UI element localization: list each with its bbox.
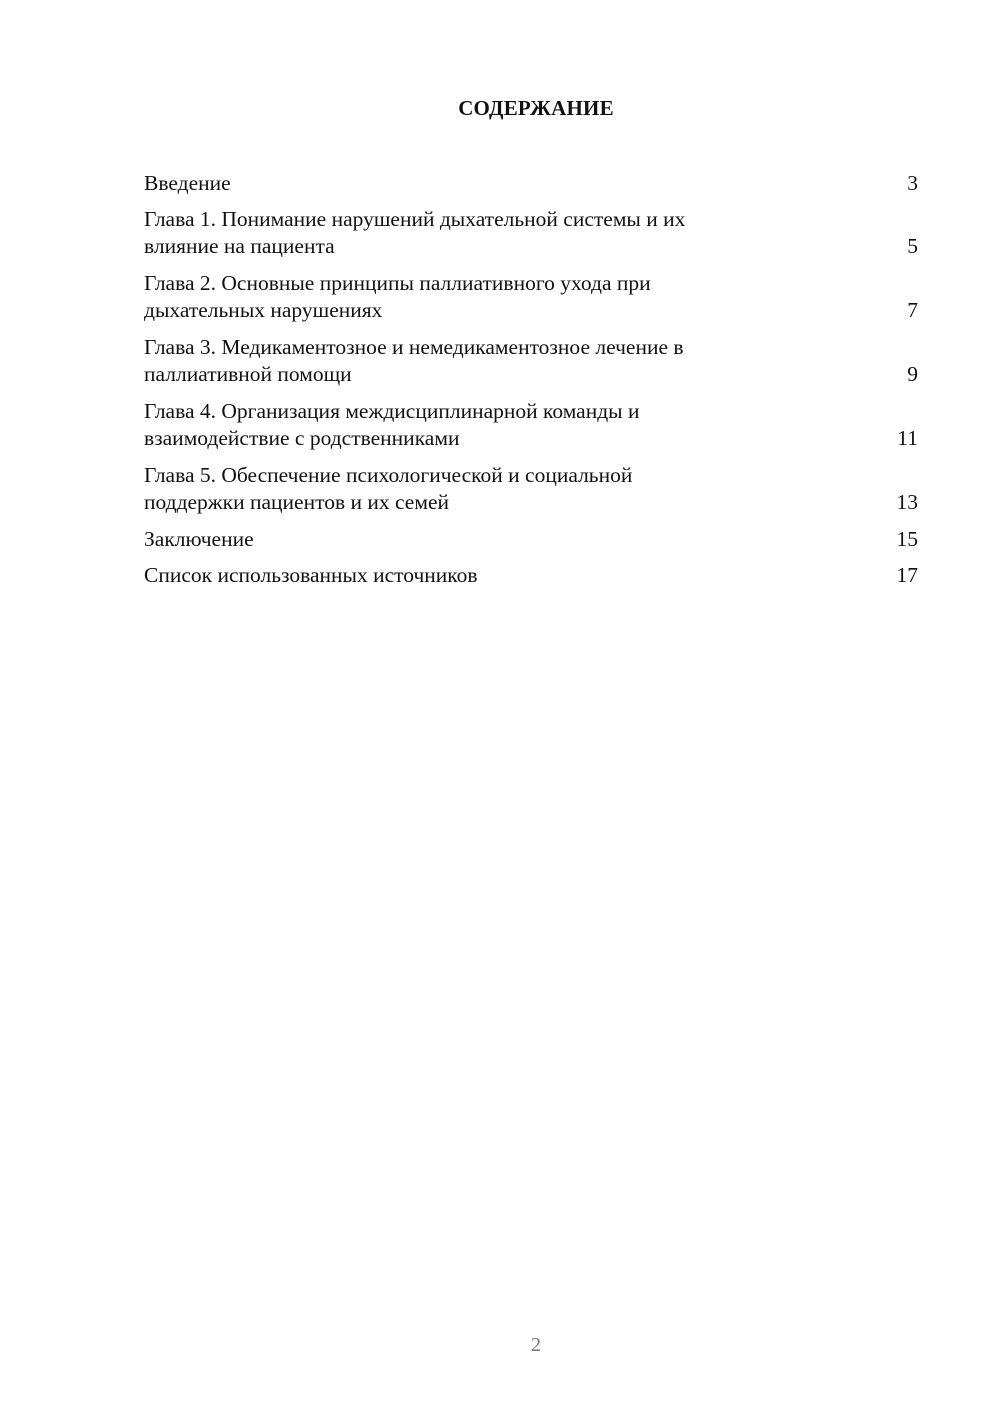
toc-entry-line: поддержки пациентов и их семей (144, 490, 449, 514)
toc-entry-introduction (144, 170, 920, 197)
toc-entry-text (144, 462, 794, 516)
toc-entry-conclusion (144, 526, 920, 553)
toc-page-number: 3 (907, 171, 918, 195)
toc-entry-line: паллиативной помощи (144, 362, 352, 386)
toc-entry-text (144, 526, 794, 553)
toc-page-number: 9 (907, 362, 918, 386)
toc-page-number: 7 (907, 298, 918, 322)
toc-entry-line: влияние на пациента (144, 234, 335, 258)
toc-entry-text (144, 398, 794, 452)
toc-entry-line: Глава 4. Организация междисциплинарной команды и (144, 399, 640, 423)
toc-page-number: 17 (896, 563, 918, 587)
table-of-contents (144, 170, 920, 598)
toc-entry-line: Глава 1. Понимание нарушений дыхательной системы и их (144, 207, 686, 231)
toc-entry-text (144, 562, 794, 589)
toc-entry-line: взаимодействие с родственниками (144, 426, 460, 450)
toc-entry-chapter-4 (144, 398, 920, 452)
toc-entry-chapter-5 (144, 462, 920, 516)
toc-entry-line: Глава 2. Основные принципы паллиативного ухода при (144, 271, 651, 295)
toc-entry-line: Список использованных источников (144, 563, 478, 587)
toc-entry-text (144, 206, 794, 260)
toc-entry-text (144, 270, 794, 324)
toc-entry-chapter-3 (144, 334, 920, 388)
toc-entry-line: Введение (144, 171, 231, 195)
page-number: 2 (531, 1334, 541, 1356)
toc-entry-chapter-2 (144, 270, 920, 324)
toc-page-number: 13 (896, 490, 918, 514)
toc-page-number: 11 (897, 426, 918, 450)
toc-entry-line: Глава 5. Обеспечение психологической и социальной (144, 463, 633, 487)
page-title: СОДЕРЖАНИЕ (458, 96, 614, 120)
toc-entry-line: Заключение (144, 527, 254, 551)
toc-page-number: 5 (907, 234, 918, 258)
toc-entry-text (144, 170, 794, 197)
toc-entry-chapter-1 (144, 206, 920, 260)
toc-entry-text (144, 334, 794, 388)
toc-entry-references (144, 562, 920, 589)
toc-entry-line: дыхательных нарушениях (144, 298, 383, 322)
toc-entry-line: Глава 3. Медикаментозное и немедикаментозное лечение в (144, 335, 684, 359)
toc-page-number: 15 (896, 527, 918, 551)
